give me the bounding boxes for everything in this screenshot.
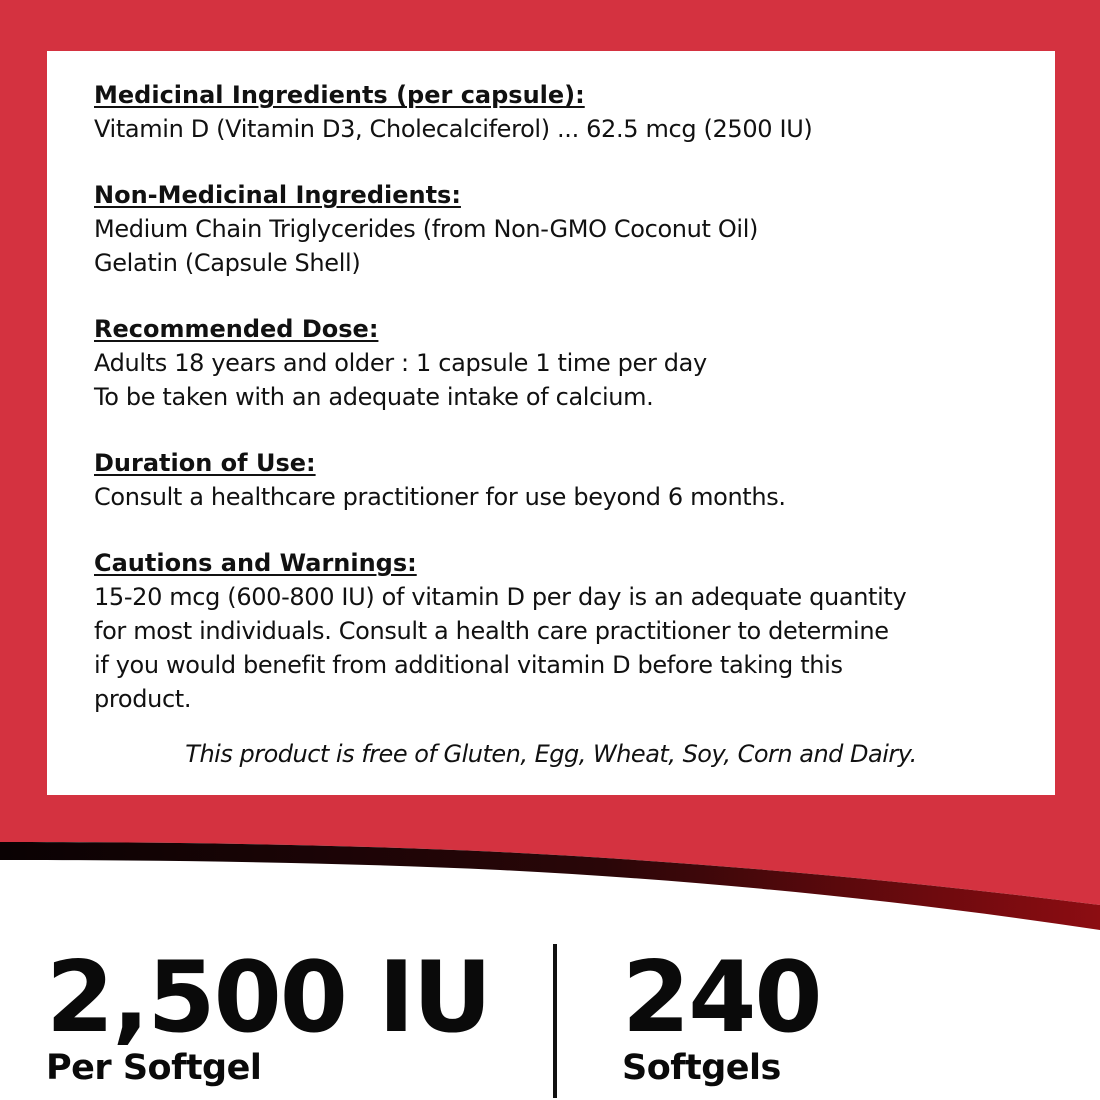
potency-value: 2,500 IU [46, 941, 491, 1055]
section-heading: Medicinal Ingredients (per capsule): [94, 81, 585, 109]
section-heading: Duration of Use: [94, 449, 316, 477]
count-value: 240 [622, 941, 821, 1055]
section-line: for most individuals. Consult a health care practitioner to determine [94, 617, 889, 645]
section-line: Vitamin D (Vitamin D3, Cholecalciferol) ... 62.5 mcg (2500 IU) [94, 115, 813, 143]
section-line: 15-20 mcg (600-800 IU) of vitamin D per day is an adequate quantity [94, 583, 907, 611]
section-line: Adults 18 years and older : 1 capsule 1 time per day [94, 349, 707, 377]
section-heading: Non-Medicinal Ingredients: [94, 181, 461, 209]
section-line: Gelatin (Capsule Shell) [94, 249, 361, 277]
section-line: Consult a healthcare practitioner for use beyond 6 months. [94, 483, 786, 511]
count-stat [622, 941, 821, 1088]
cautions-and-warnings-section [94, 546, 1034, 716]
medicinal-ingredients-section [94, 78, 1034, 146]
section-line: Medium Chain Triglycerides (from Non-GMO Coconut Oil) [94, 215, 759, 243]
potency-stat [46, 941, 491, 1088]
section-line: To be taken with an adequate intake of calcium. [94, 383, 654, 411]
section-heading: Cautions and Warnings: [94, 549, 417, 577]
section-heading: Recommended Dose: [94, 315, 379, 343]
section-line: product. [94, 685, 192, 713]
allergen-free-note: This product is free of Gluten, Egg, Wheat, Soy, Corn and Dairy. [185, 740, 917, 768]
recommended-dose-section [94, 312, 1034, 414]
count-unit: Softgels [622, 1048, 781, 1088]
duration-of-use-section [94, 446, 1034, 514]
non-medicinal-ingredients-section [94, 178, 1034, 280]
section-line: if you would benefit from additional vitamin D before taking this [94, 651, 843, 679]
stats-divider [553, 944, 557, 1098]
supplement-facts-card [47, 51, 1055, 795]
potency-unit: Per Softgel [46, 1048, 262, 1088]
